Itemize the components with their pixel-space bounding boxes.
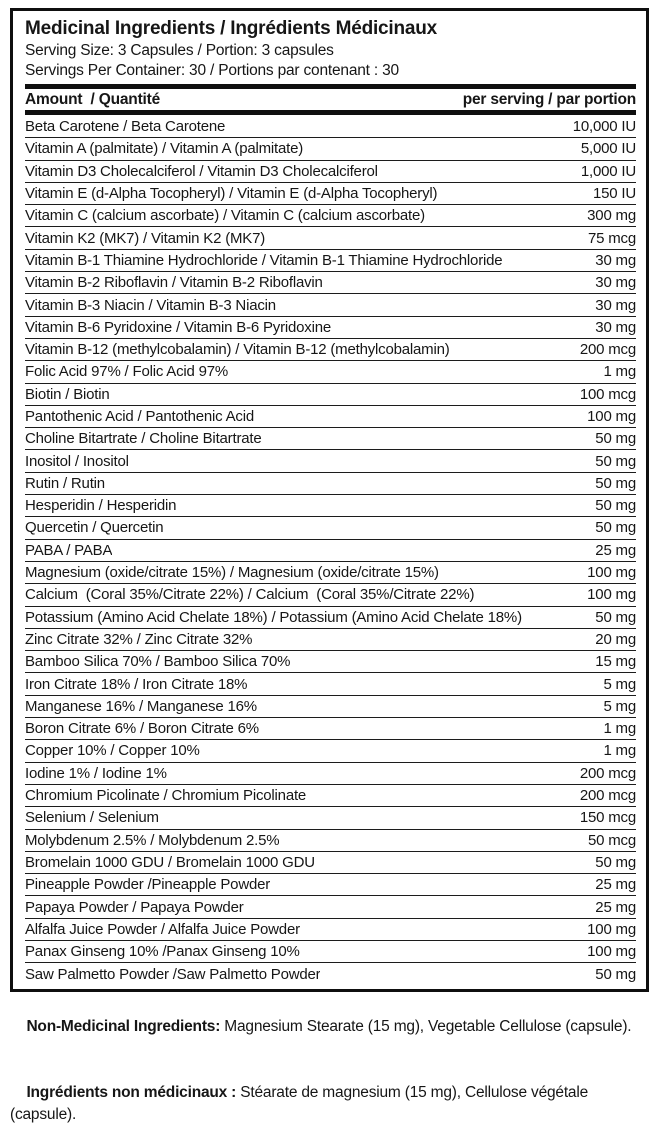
ingredient-amount: 100 mg (587, 943, 636, 961)
ingredient-name: Folic Acid 97% / Folic Acid 97% (25, 363, 229, 381)
ingredient-amount: 50 mg (595, 452, 636, 470)
ingredient-amount: 100 mcg (579, 385, 636, 403)
supplement-facts-panel (10, 8, 649, 992)
ingredient-amount: 50 mg (595, 608, 636, 626)
table-row (25, 450, 636, 472)
ingredient-name: Vitamin K2 (MK7) / Vitamin K2 (MK7) (25, 229, 266, 247)
table-row (25, 696, 636, 718)
non-medicinal-line-en (10, 994, 650, 1060)
ingredient-name: Biotin / Biotin (25, 385, 110, 403)
ingredient-amount: 100 mg (587, 564, 636, 582)
table-row (25, 183, 636, 205)
ingredient-amount: 50 mg (595, 474, 636, 492)
non-medicinal-line-fr (10, 1060, 650, 1148)
non-medicinal-text-fr: Stéarate de magnesium (15 mg), Cellulose végétale (capsule). (10, 1084, 593, 1123)
ingredient-amount: 100 mg (587, 920, 636, 938)
ingredient-amount: 1 mg (603, 720, 636, 738)
ingredient-amount: 30 mg (595, 296, 636, 314)
ingredient-amount: 50 mcg (588, 831, 636, 849)
ingredient-name: Vitamin B-1 Thiamine Hydrochloride / Vitamin B-1 Thiamine Hydrochloride (25, 251, 503, 269)
ingredient-amount: 50 mg (595, 519, 636, 537)
ingredient-name: Vitamin C (calcium ascorbate) / Vitamin C (calcium ascorbate) (25, 207, 425, 225)
ingredient-name: Vitamin B-6 Pyridoxine / Vitamin B-6 Pyridoxine (25, 318, 332, 336)
table-row (25, 607, 636, 629)
table-row (25, 138, 636, 160)
ingredient-name: Vitamin A (palmitate) / Vitamin A (palmitate) (25, 140, 304, 158)
column-header-per-serving: per serving / par portion (462, 91, 636, 108)
ingredient-name: Hesperidin / Hesperidin (25, 497, 177, 515)
ingredient-amount: 15 mg (595, 653, 636, 671)
table-row (25, 919, 636, 941)
ingredient-name: Copper 10% / Copper 10% (25, 742, 200, 760)
ingredient-amount: 50 mg (595, 965, 636, 983)
non-medicinal-footer (10, 994, 650, 1148)
table-row (25, 852, 636, 874)
table-row (25, 540, 636, 562)
non-medicinal-text-en: Magnesium Stearate (15 mg), Vegetable Cellulose (capsule). (220, 1018, 632, 1035)
ingredient-amount: 20 mg (595, 630, 636, 648)
panel-inner (13, 11, 646, 989)
table-row (25, 361, 636, 383)
table-row (25, 718, 636, 740)
ingredient-amount: 150 mcg (579, 809, 636, 827)
table-row (25, 272, 636, 294)
ingredient-amount: 1,000 IU (580, 162, 636, 180)
ingredient-name: PABA / PABA (25, 541, 113, 559)
ingredient-amount: 5 mg (603, 675, 636, 693)
ingredient-name: Selenium / Selenium (25, 809, 159, 827)
ingredient-amount: 30 mg (595, 251, 636, 269)
ingredient-name: Pantothenic Acid / Pantothenic Acid (25, 408, 254, 425)
table-row (25, 963, 636, 985)
column-header-amount: Amount / Quantité (25, 91, 161, 108)
ingredient-name: Inositol / Inositol (25, 452, 129, 470)
ingredient-amount: 50 mg (595, 430, 636, 448)
ingredient-name: Alfalfa Juice Powder / Alfalfa Juice Powder (25, 920, 300, 938)
table-row (25, 116, 636, 138)
ingredient-name: Zinc Citrate 32% / Zinc Citrate 32% (25, 630, 253, 648)
table-row (25, 874, 636, 896)
table-column-header (25, 89, 636, 110)
ingredient-amount: 100 mg (587, 586, 636, 604)
table-row (25, 673, 636, 695)
ingredient-name: Iodine 1% / Iodine 1% (25, 764, 167, 782)
table-row (25, 896, 636, 918)
table-row (25, 517, 636, 539)
ingredient-name: Magnesium (oxide/citrate 15%) / Magnesium (oxide/citrate 15%) (25, 564, 439, 582)
table-row (25, 205, 636, 227)
ingredient-name: Chromium Picolinate / Chromium Picolinate (25, 787, 307, 805)
table-row (25, 651, 636, 673)
table-row (25, 227, 636, 249)
ingredient-name: Bromelain 1000 GDU / Bromelain 1000 GDU (25, 853, 315, 871)
ingredient-name: Molybdenum 2.5% / Molybdenum 2.5% (25, 831, 280, 849)
serving-size-line: Serving Size: 3 Capsules / Portion: 3 capsules (25, 42, 334, 59)
table-row (25, 562, 636, 584)
table-row (25, 161, 636, 183)
ingredient-amount: 200 mcg (579, 764, 636, 782)
ingredient-name: Iron Citrate 18% / Iron Citrate 18% (25, 675, 248, 693)
table-row (25, 785, 636, 807)
ingredient-amount: 5,000 IU (580, 140, 636, 158)
ingredient-name: Rutin / Rutin (25, 474, 105, 492)
ingredient-amount: 25 mg (595, 541, 636, 559)
non-medicinal-label-fr: Ingrédients non médicinaux : (26, 1084, 237, 1101)
table-row (25, 473, 636, 495)
table-row (25, 763, 636, 785)
ingredient-name: Pineapple Powder /Pineapple Powder (25, 876, 271, 894)
ingredient-name: Potassium (Amino Acid Chelate 18%) / Potassium (Amino Acid Chelate 18%) (25, 608, 522, 626)
table-row (25, 428, 636, 450)
ingredient-name: Manganese 16% / Manganese 16% (25, 697, 257, 715)
ingredient-amount: 30 mg (595, 274, 636, 292)
ingredient-amount: 30 mg (595, 318, 636, 336)
ingredient-amount: 75 mcg (588, 229, 636, 247)
table-row (25, 941, 636, 963)
ingredient-amount: 10,000 IU (572, 118, 636, 136)
ingredient-amount: 200 mcg (579, 341, 636, 359)
ingredient-name: Saw Palmetto Powder /Saw Palmetto Powder (25, 965, 321, 983)
ingredient-name: Vitamin D3 Cholecalciferol / Vitamin D3 Cholecalciferol (25, 162, 378, 180)
table-row (25, 807, 636, 829)
ingredient-amount: 25 mg (595, 876, 636, 894)
non-medicinal-label-en: Non-Medicinal Ingredients: (26, 1018, 221, 1035)
panel-title: Medicinal Ingredients / Ingrédients Médicinaux (25, 18, 438, 39)
ingredient-name: Boron Citrate 6% / Boron Citrate 6% (25, 720, 259, 738)
ingredient-name: Vitamin B-2 Riboflavin / Vitamin B-2 Riboflavin (25, 274, 323, 292)
ingredient-amount: 1 mg (603, 742, 636, 760)
ingredient-name: Vitamin B-12 (methylcobalamin) / Vitamin B-12 (methylcobalamin) (25, 341, 450, 359)
ingredient-amount: 200 mcg (579, 787, 636, 805)
ingredient-amount: 100 mg (587, 408, 636, 425)
table-row (25, 384, 636, 406)
table-row (25, 629, 636, 651)
table-row (25, 406, 636, 428)
divider-bar-bottom (25, 110, 636, 115)
servings-per-container-line: Servings Per Container: 30 / Portions par contenant : 30 (25, 61, 399, 79)
ingredient-rows (25, 116, 636, 986)
ingredient-amount: 25 mg (595, 898, 636, 916)
ingredient-name: Quercetin / Quercetin (25, 519, 164, 537)
table-row (25, 339, 636, 361)
table-row (25, 294, 636, 316)
ingredient-amount: 50 mg (595, 497, 636, 515)
table-row (25, 250, 636, 272)
ingredient-amount: 50 mg (595, 853, 636, 871)
ingredient-amount: 150 IU (593, 185, 636, 203)
table-row (25, 740, 636, 762)
table-row (25, 317, 636, 339)
ingredient-amount: 1 mg (603, 363, 636, 381)
ingredient-amount: 300 mg (587, 207, 636, 225)
ingredient-name: Vitamin E (d-Alpha Tocopheryl) / Vitamin E (d-Alpha Tocopheryl) (25, 185, 438, 203)
ingredient-name: Vitamin B-3 Niacin / Vitamin B-3 Niacin (25, 296, 276, 314)
ingredient-name: Bamboo Silica 70% / Bamboo Silica 70% (25, 653, 291, 671)
ingredient-name: Calcium (Coral 35%/Citrate 22%) / Calcium (Coral 35%/Citrate 22%) (25, 586, 475, 604)
table-row (25, 830, 636, 852)
ingredient-name: Papaya Powder / Papaya Powder (25, 898, 244, 916)
ingredient-name: Choline Bitartrate / Choline Bitartrate (25, 430, 262, 448)
table-row (25, 495, 636, 517)
table-row (25, 584, 636, 606)
ingredient-name: Beta Carotene / Beta Carotene (25, 118, 226, 136)
ingredient-amount: 5 mg (603, 697, 636, 715)
ingredient-name: Panax Ginseng 10% /Panax Ginseng 10% (25, 943, 300, 961)
